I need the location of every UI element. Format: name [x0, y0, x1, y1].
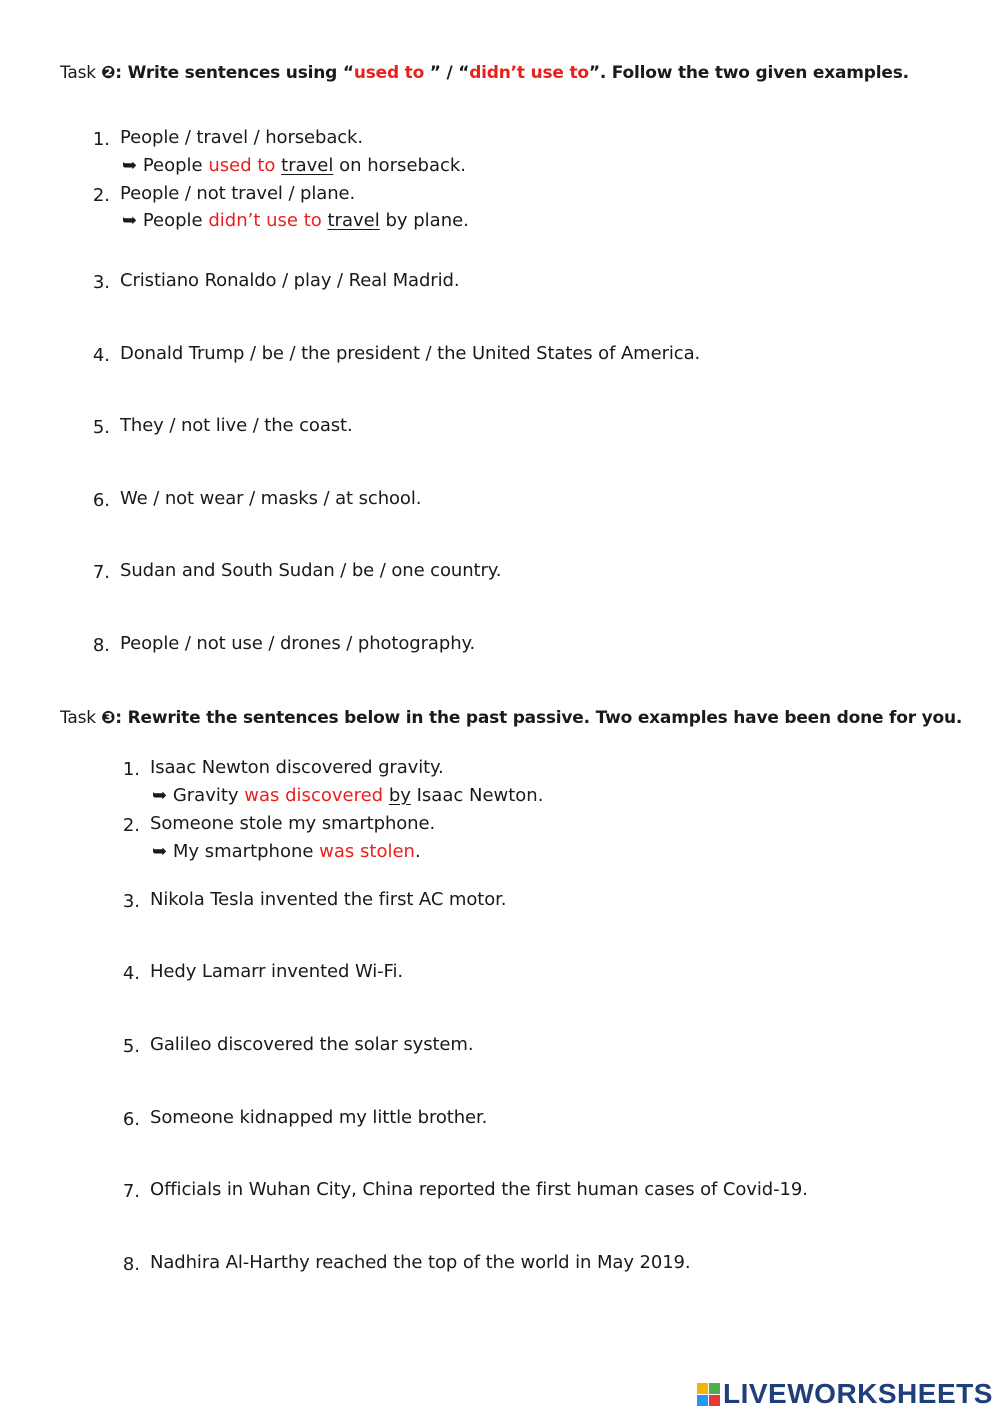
list-item: Hedy Lamarr invented Wi-Fi. — [150, 961, 404, 982]
list-item: Nikola Tesla invented the first AC motor. — [150, 889, 507, 910]
item-number: 2. — [92, 185, 110, 206]
item-number: 1. — [92, 129, 110, 150]
item-number: 8. — [92, 635, 110, 656]
item-number: 7. — [122, 1181, 140, 1202]
task-3-heading: Task ❸: Rewrite the sentences below in the past passive. Two examples have been done for you. — [60, 708, 963, 728]
list-item: Someone kidnapped my little brother. — [150, 1107, 488, 1128]
list-item: We / not wear / masks / at school. — [120, 488, 422, 509]
item-number: 8. — [122, 1254, 140, 1275]
task-number-icon: ❸ — [101, 708, 116, 728]
example-answer: ➥ People used to travel on horseback. — [122, 155, 467, 176]
arrow-icon: ➥ — [152, 841, 168, 862]
item-number: 5. — [122, 1036, 140, 1057]
arrow-icon: ➥ — [122, 210, 138, 231]
logo-mark-icon — [697, 1383, 720, 1406]
highlight-phrase: used to — [353, 63, 430, 83]
item-number: 3. — [92, 272, 110, 293]
item-number: 7. — [92, 562, 110, 583]
task-label: Task — [60, 708, 102, 728]
item-number: 6. — [122, 1109, 140, 1130]
highlight-phrase: didn’t use to — [469, 63, 589, 83]
list-item: Cristiano Ronaldo / play / Real Madrid. — [120, 270, 460, 291]
task-number-icon: ❷ — [101, 63, 116, 83]
list-item: Someone stole my smartphone. — [150, 813, 436, 834]
liveworksheets-logo — [697, 1378, 993, 1410]
item-number: 2. — [122, 815, 140, 836]
task-2-heading: Task ❷: Write sentences using “used to ” / “didn’t use to”. Follow the two given examples. — [60, 63, 909, 83]
example-answer: ➥ Gravity was discovered by Isaac Newton. — [152, 785, 544, 806]
item-number: 4. — [122, 963, 140, 984]
list-item: Nadhira Al-Harthy reached the top of the world in May 2019. — [150, 1252, 691, 1273]
list-item: Isaac Newton discovered gravity. — [150, 757, 444, 778]
list-item: People / not use / drones / photography. — [120, 633, 476, 654]
item-number: 5. — [92, 417, 110, 438]
item-number: 4. — [92, 345, 110, 366]
list-item: People / travel / horseback. — [120, 127, 364, 148]
arrow-icon: ➥ — [122, 155, 138, 176]
item-number: 3. — [122, 891, 140, 912]
item-number: 6. — [92, 490, 110, 511]
example-answer: ➥ People didn’t use to travel by plane. — [122, 210, 469, 231]
list-item: Sudan and South Sudan / be / one country. — [120, 560, 502, 581]
example-answer: ➥ My smartphone was stolen. — [152, 841, 421, 862]
task-label: Task — [60, 63, 102, 83]
list-item: Galileo discovered the solar system. — [150, 1034, 474, 1055]
logo-text: LIVEWORKSHEETS — [723, 1378, 993, 1409]
list-item: Officials in Wuhan City, China reported the first human cases of Covid-19. — [150, 1179, 808, 1200]
arrow-icon: ➥ — [152, 785, 168, 806]
list-item: Donald Trump / be / the president / the United States of America. — [120, 343, 701, 364]
list-item: People / not travel / plane. — [120, 183, 356, 204]
list-item: They / not live / the coast. — [120, 415, 353, 436]
item-number: 1. — [122, 759, 140, 780]
